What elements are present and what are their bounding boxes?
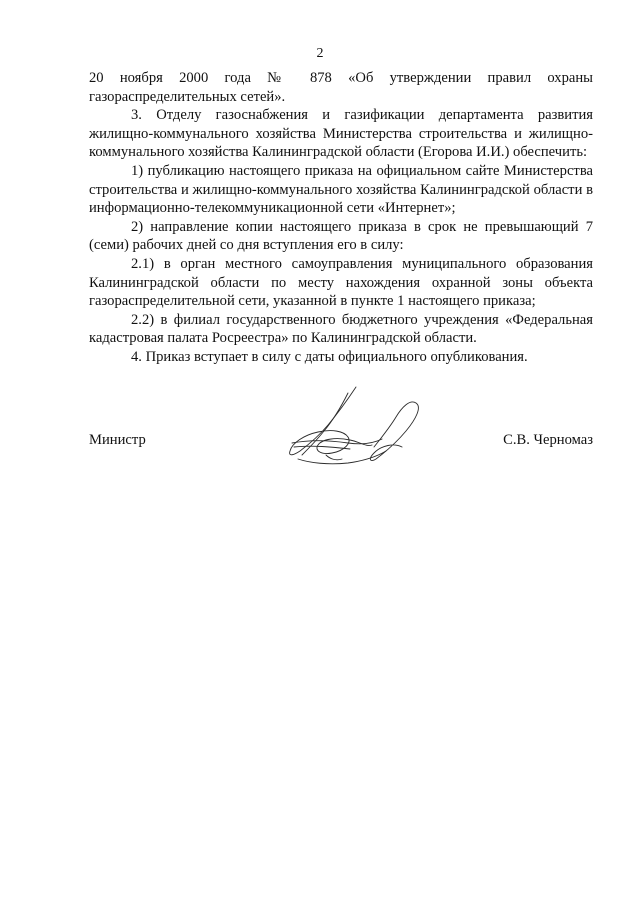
- signer-name: С.В. Черномаз: [503, 432, 593, 448]
- signer-title: Министр: [89, 432, 146, 448]
- paragraph-item-4: 4. Приказ вступает в силу с даты официального опубликования.: [131, 348, 528, 365]
- page-number: 2: [316, 46, 324, 61]
- paragraph-item-3-1: 1) публикацию настоящего приказа на официальном сайте Министерства строительства и жилищно-коммунального хозяйства Калининградской области в информационно-телекоммуникационной сети «Интернет»;: [89, 162, 593, 217]
- paragraph-item-3: 3. Отделу газоснабжения и газификации департамента развития жилищно-коммунального хозяйства Министерства строительства и жилищно-коммунального хозяйства Калининградской области (Егорова И.И.) обеспечить:: [89, 107, 593, 161]
- paragraph-item-3-2-2: 2.2) в филиал государственного бюджетного учреждения «Федеральная кадастровая палата Росреестра» по Калининградской области.: [89, 311, 593, 347]
- document-body: [89, 69, 593, 367]
- paragraph-item-3-2-1: 2.1) в орган местного самоуправления муниципального образования Калининградской области по месту нахождения охранной зоны объекта газораспределительной сети, указанной в пункте 1 настоящего приказа;: [89, 255, 593, 310]
- paragraph-continuation: 20 ноября 2000 года № 878 «Об утверждении правил охраны газораспределительных сетей».: [89, 70, 593, 105]
- paragraph-item-3-2: 2) направление копии настоящего приказа в срок не превышающий 7 (семи) рабочих дней со дня вступления его в силу:: [89, 218, 593, 254]
- signature-block: [89, 428, 593, 468]
